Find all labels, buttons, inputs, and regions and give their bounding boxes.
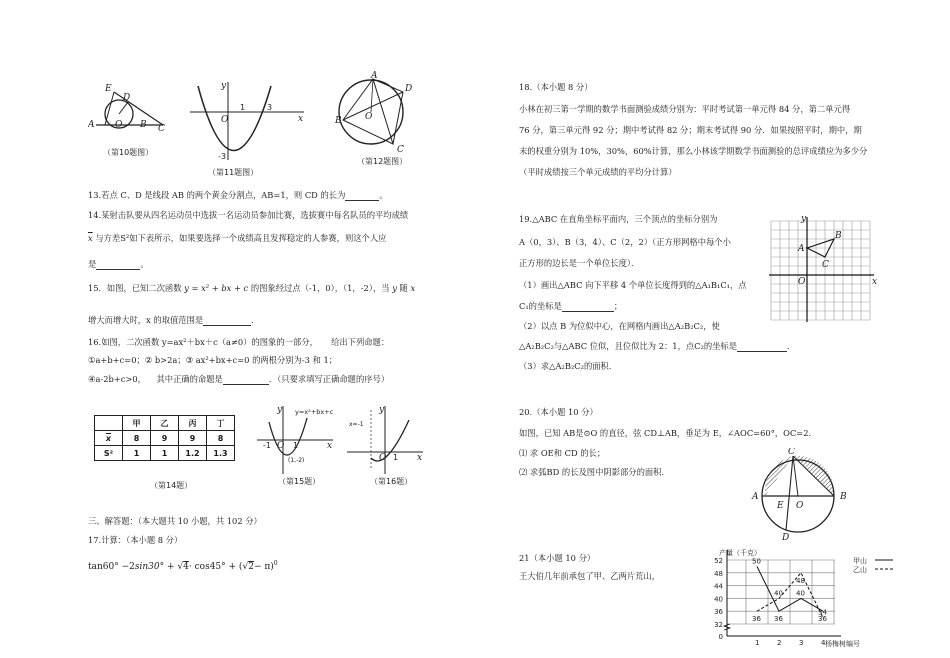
chart-data-label: 50 — [752, 557, 761, 566]
fig16-tick-1: 1 — [393, 453, 399, 462]
question-19-line8: （3）求△A₂B₂C₂的面积． — [519, 361, 618, 371]
table-cell: 1.2 — [179, 446, 207, 461]
table14-caption: （第14题） — [150, 481, 193, 490]
fig16-line-label: x=-1 — [349, 421, 364, 428]
question-18-line2: 76 分，第三单元得 92 分；期中考试得 82 分；期末考试得 90 分．如果按照平时，期中，期 — [519, 125, 862, 135]
chart-data-label: 48 — [796, 576, 805, 585]
fig16-caption: （第16题） — [370, 477, 413, 486]
figure-11 — [188, 80, 306, 162]
table-cell: $\overline{x}$ — [95, 431, 123, 446]
fig15-x-label: x — [327, 441, 333, 451]
question-18-line4: （平时成绩按三个单元成绩的平均分计算） — [519, 167, 677, 177]
fig20-point-a: A — [752, 492, 759, 502]
fig16-x-label: x — [417, 453, 423, 463]
chart-data-label: 34 — [818, 608, 827, 617]
fig20-point-e: E — [777, 501, 784, 511]
question-19-line4: （1）画出△ABC 向下平移 4 个单位长度得到的△A₁B₁C₁，点 — [519, 280, 747, 290]
question-18-title: 18.（本小题 8 分） — [519, 82, 593, 92]
fig11-tick-3: 3 — [267, 103, 273, 112]
fig10-radius — [119, 102, 128, 114]
question-14-line1: 14.某射击队要从四名运动员中选拔一名运动员参加比赛，选拔赛中每名队员的平均成绩 — [88, 210, 409, 220]
question-13: 13.若点 C、D 是线段 AB 的两个黄金分割点，AB=1，则 CD 的长为 。 — [88, 190, 388, 200]
question-19-line1: 19.△ABC 在直角坐标平面内，三个顶点的坐标分别为 — [519, 214, 718, 224]
fig20-point-o: O — [796, 501, 804, 511]
table-row — [95, 416, 235, 431]
fig12-radius — [371, 79, 373, 112]
table-cell: 1.3 — [207, 446, 235, 461]
chart-data-label: 36 — [752, 615, 761, 624]
question-20-title: 20.（本小题 10 分） — [519, 407, 598, 417]
table-cell: 1 — [151, 446, 179, 461]
table-cell: 丙 — [179, 416, 207, 431]
chart-y-axis-label: 产量（千克） — [719, 549, 761, 557]
chart-data-label: 40 — [774, 589, 783, 598]
question-19-line3: 正方形的边长是一个单位长度）． — [519, 258, 640, 268]
fig15-y-label: y — [277, 405, 283, 415]
question-20-line3: ⑵ 求弧BD 的长及图中阴影部分的面积． — [519, 467, 670, 477]
fig20-radius-oc — [793, 456, 798, 496]
question-19-line7: △A₂B₂C₂与△ABC 位似，且位似比为 2：1，点C₂的坐标是 ． — [519, 341, 796, 351]
table-row — [95, 446, 235, 461]
chart-y-tick-label: 0 — [718, 633, 723, 641]
grid-point-c: C — [822, 260, 829, 270]
chart-x-axis-label: 杨梅树编号 — [825, 640, 860, 648]
grid-y-label: y — [801, 214, 807, 224]
chart-data-label: 36 — [774, 615, 783, 624]
chart-y-tick-label: 32 — [714, 621, 723, 629]
q14-answer-blank — [96, 260, 140, 270]
fig10-point-b: B — [140, 120, 147, 130]
table-cell: 8 — [207, 431, 235, 446]
fig15-origin: O — [277, 441, 285, 451]
table-cell — [95, 416, 123, 431]
figure-20 — [748, 448, 856, 540]
question-19-line2: A（0，3）、B（3，4）、C（2，2）（正方形网格中每个小 — [519, 237, 731, 247]
fig15-point: (1,-2) — [288, 457, 305, 464]
chart-legend-label: 乙山 — [853, 566, 867, 574]
grid-point-a: A — [798, 244, 805, 254]
table-row — [95, 431, 235, 446]
q15-answer-blank — [203, 316, 251, 326]
fig10-point-c: C — [158, 124, 165, 134]
fig11-parabola — [198, 86, 271, 151]
fig20-point-d: D — [782, 533, 790, 540]
chart-y-tick-label: 48 — [714, 569, 723, 578]
fig20-chord-cd — [786, 456, 793, 530]
fig12-chord-bd — [343, 92, 403, 120]
fig11-x-label: x — [298, 114, 304, 124]
fig12-point-d: D — [405, 84, 413, 94]
grid-point-b: B — [835, 231, 842, 241]
fig12-point-b: B — [335, 116, 342, 126]
fig10-point-o: O — [115, 120, 123, 130]
fig16-origin: O — [379, 453, 387, 463]
question-21-title: 21（本小题 10 分） — [519, 553, 596, 563]
table-cell: 甲 — [123, 416, 151, 431]
section-3-heading: 三、解答题：（本大题共 10 小题，共 102 分） — [88, 516, 262, 526]
figure-15 — [255, 404, 337, 476]
fig15-neg1: -1 — [263, 441, 271, 450]
q19-coordinate-grid — [765, 213, 877, 333]
fig15-parabola — [269, 418, 307, 455]
fig10-point-d: D — [123, 93, 131, 103]
fig12-caption: （第12题图） — [357, 157, 408, 166]
fig16-y-label: y — [379, 405, 385, 415]
sqrt-2: √2 — [242, 562, 254, 572]
table-cell: 8 — [123, 431, 151, 446]
fig20-shaded-segment-left — [765, 456, 793, 496]
fig11-neg3: -3 — [218, 152, 226, 161]
fig10-point-e: E — [105, 84, 112, 94]
fig20-point-b: B — [840, 492, 847, 502]
fig20-point-c: C — [788, 448, 795, 457]
fig10-point-a: A — [88, 120, 95, 130]
table-cell: 9 — [151, 431, 179, 446]
chart-legend-label: 甲山 — [853, 557, 867, 565]
question-16-line2: ①a+b+c=0；② b>2a；③ ax²+bx+c=0 的两根分别为-3 和 1； — [88, 355, 338, 365]
table-14 — [94, 415, 235, 461]
chart-y-tick-label: 40 — [714, 595, 723, 604]
question-19-line6: （2）以点 B 为位似中心，在网格内画出△A₂B₂C₂，使 — [519, 321, 720, 331]
sqrt-4: √4 — [177, 562, 189, 572]
chart-x-tick-label: 3 — [799, 639, 804, 647]
q14-xbar: $\overline{x}$ — [88, 233, 93, 243]
table-cell: 1 — [123, 446, 151, 461]
q21-line-chart — [703, 546, 899, 650]
chart-y-tick-label: 44 — [714, 582, 723, 591]
fig15-tick-1: 1 — [293, 441, 299, 450]
fig11-tick-1: 1 — [240, 103, 246, 112]
chart-x-tick-label: 1 — [755, 639, 760, 647]
question-17-title: 17.计算：（本小题 8 分） — [88, 535, 183, 545]
table-cell: 9 — [179, 431, 207, 446]
chart-axis-break — [724, 624, 730, 630]
chart-y-tick-label: 36 — [714, 608, 723, 617]
q19-answer-blank-1 — [562, 302, 614, 312]
question-14-line3: 是 。 — [88, 259, 149, 269]
question-20-line1: 如图，已知 AB是⊙O 的直径，弦 CD⊥AB，垂足为 E，∠AOC=60°，OC=2． — [519, 428, 817, 438]
question-14-line2: $\overline{x}$ 与方差S²如下表所示，如果要选择一个成绩高且发挥稳定的人参赛，则这个人应 — [88, 233, 387, 243]
chart-x-tick-label: 4 — [821, 639, 826, 647]
fig11-origin: O — [221, 115, 229, 125]
q19-answer-blank-2 — [737, 342, 787, 352]
fig12-point-c: C — [397, 145, 404, 154]
fig15-formula: y=x²+bx+c — [295, 408, 334, 416]
question-15-line2: 增大而增大时，x 的取值范围是 ． — [88, 315, 260, 325]
table-cell: 乙 — [151, 416, 179, 431]
grid-origin: O — [798, 277, 806, 287]
chart-data-label: 36 — [818, 615, 827, 624]
question-15-line1: 15．如图，已知二次函数 y = x² + bx + c 的图象经过点（-1，0），（1，-2），当 y 随 x — [88, 283, 416, 293]
question-20-line2: ⑴ 求 OE和 CD 的长； — [519, 448, 606, 458]
fig11-caption: （第11题图） — [208, 168, 259, 177]
question-17-expression: $\tan 60^\circ -2\sin 30^\circ + √4\cdot \cos 45^\circ + (√2- \pi)^0$ — [88, 560, 278, 572]
chart-data-label: 40 — [796, 589, 805, 598]
fig10-caption: （第10题图） — [103, 148, 154, 157]
fig12-point-a: A — [371, 71, 378, 81]
q16-answer-blank — [223, 375, 269, 385]
table-cell: 丁 — [207, 416, 235, 431]
fig12-point-o: O — [365, 112, 373, 122]
q13-answer-blank — [345, 191, 379, 201]
fig11-y-label: y — [221, 81, 227, 91]
question-16-line3: ④a-2b+c>0， 其中正确的命题是 ．（只要求填写正确命题的序号） — [88, 374, 390, 384]
question-16-line1: 16.如图，二次函数 y=ax²＋bx＋c（a≠0）的图象的一部分， 给出下列命题： — [88, 337, 390, 347]
q15-formula: y = x² + bx + c — [184, 283, 249, 293]
question-18-line3: 末的权重分别为 10%，30%，60%计算，那么小林该学期数学书面测验的总评成绩应为多少分 — [519, 146, 868, 156]
question-18-line1: 小林在初三第一学期的数学书面测验成绩分别为：平时考试第一单元得 84 分，第二单元得 — [519, 104, 851, 114]
chart-y-tick-label: 52 — [714, 557, 723, 565]
question-19-line5: C₁的坐标是 ； — [519, 301, 623, 311]
table-cell: S² — [95, 446, 123, 461]
chart-x-tick-label: 2 — [777, 639, 782, 647]
fig15-caption: （第15题） — [278, 477, 321, 486]
figure-12 — [333, 70, 413, 154]
figure-16 — [345, 404, 427, 476]
question-21-line1: 王大伯几年前承包了甲、乙两片荒山， — [519, 571, 661, 581]
grid-x-label: x — [872, 277, 877, 287]
fig16-parabola — [371, 420, 409, 461]
